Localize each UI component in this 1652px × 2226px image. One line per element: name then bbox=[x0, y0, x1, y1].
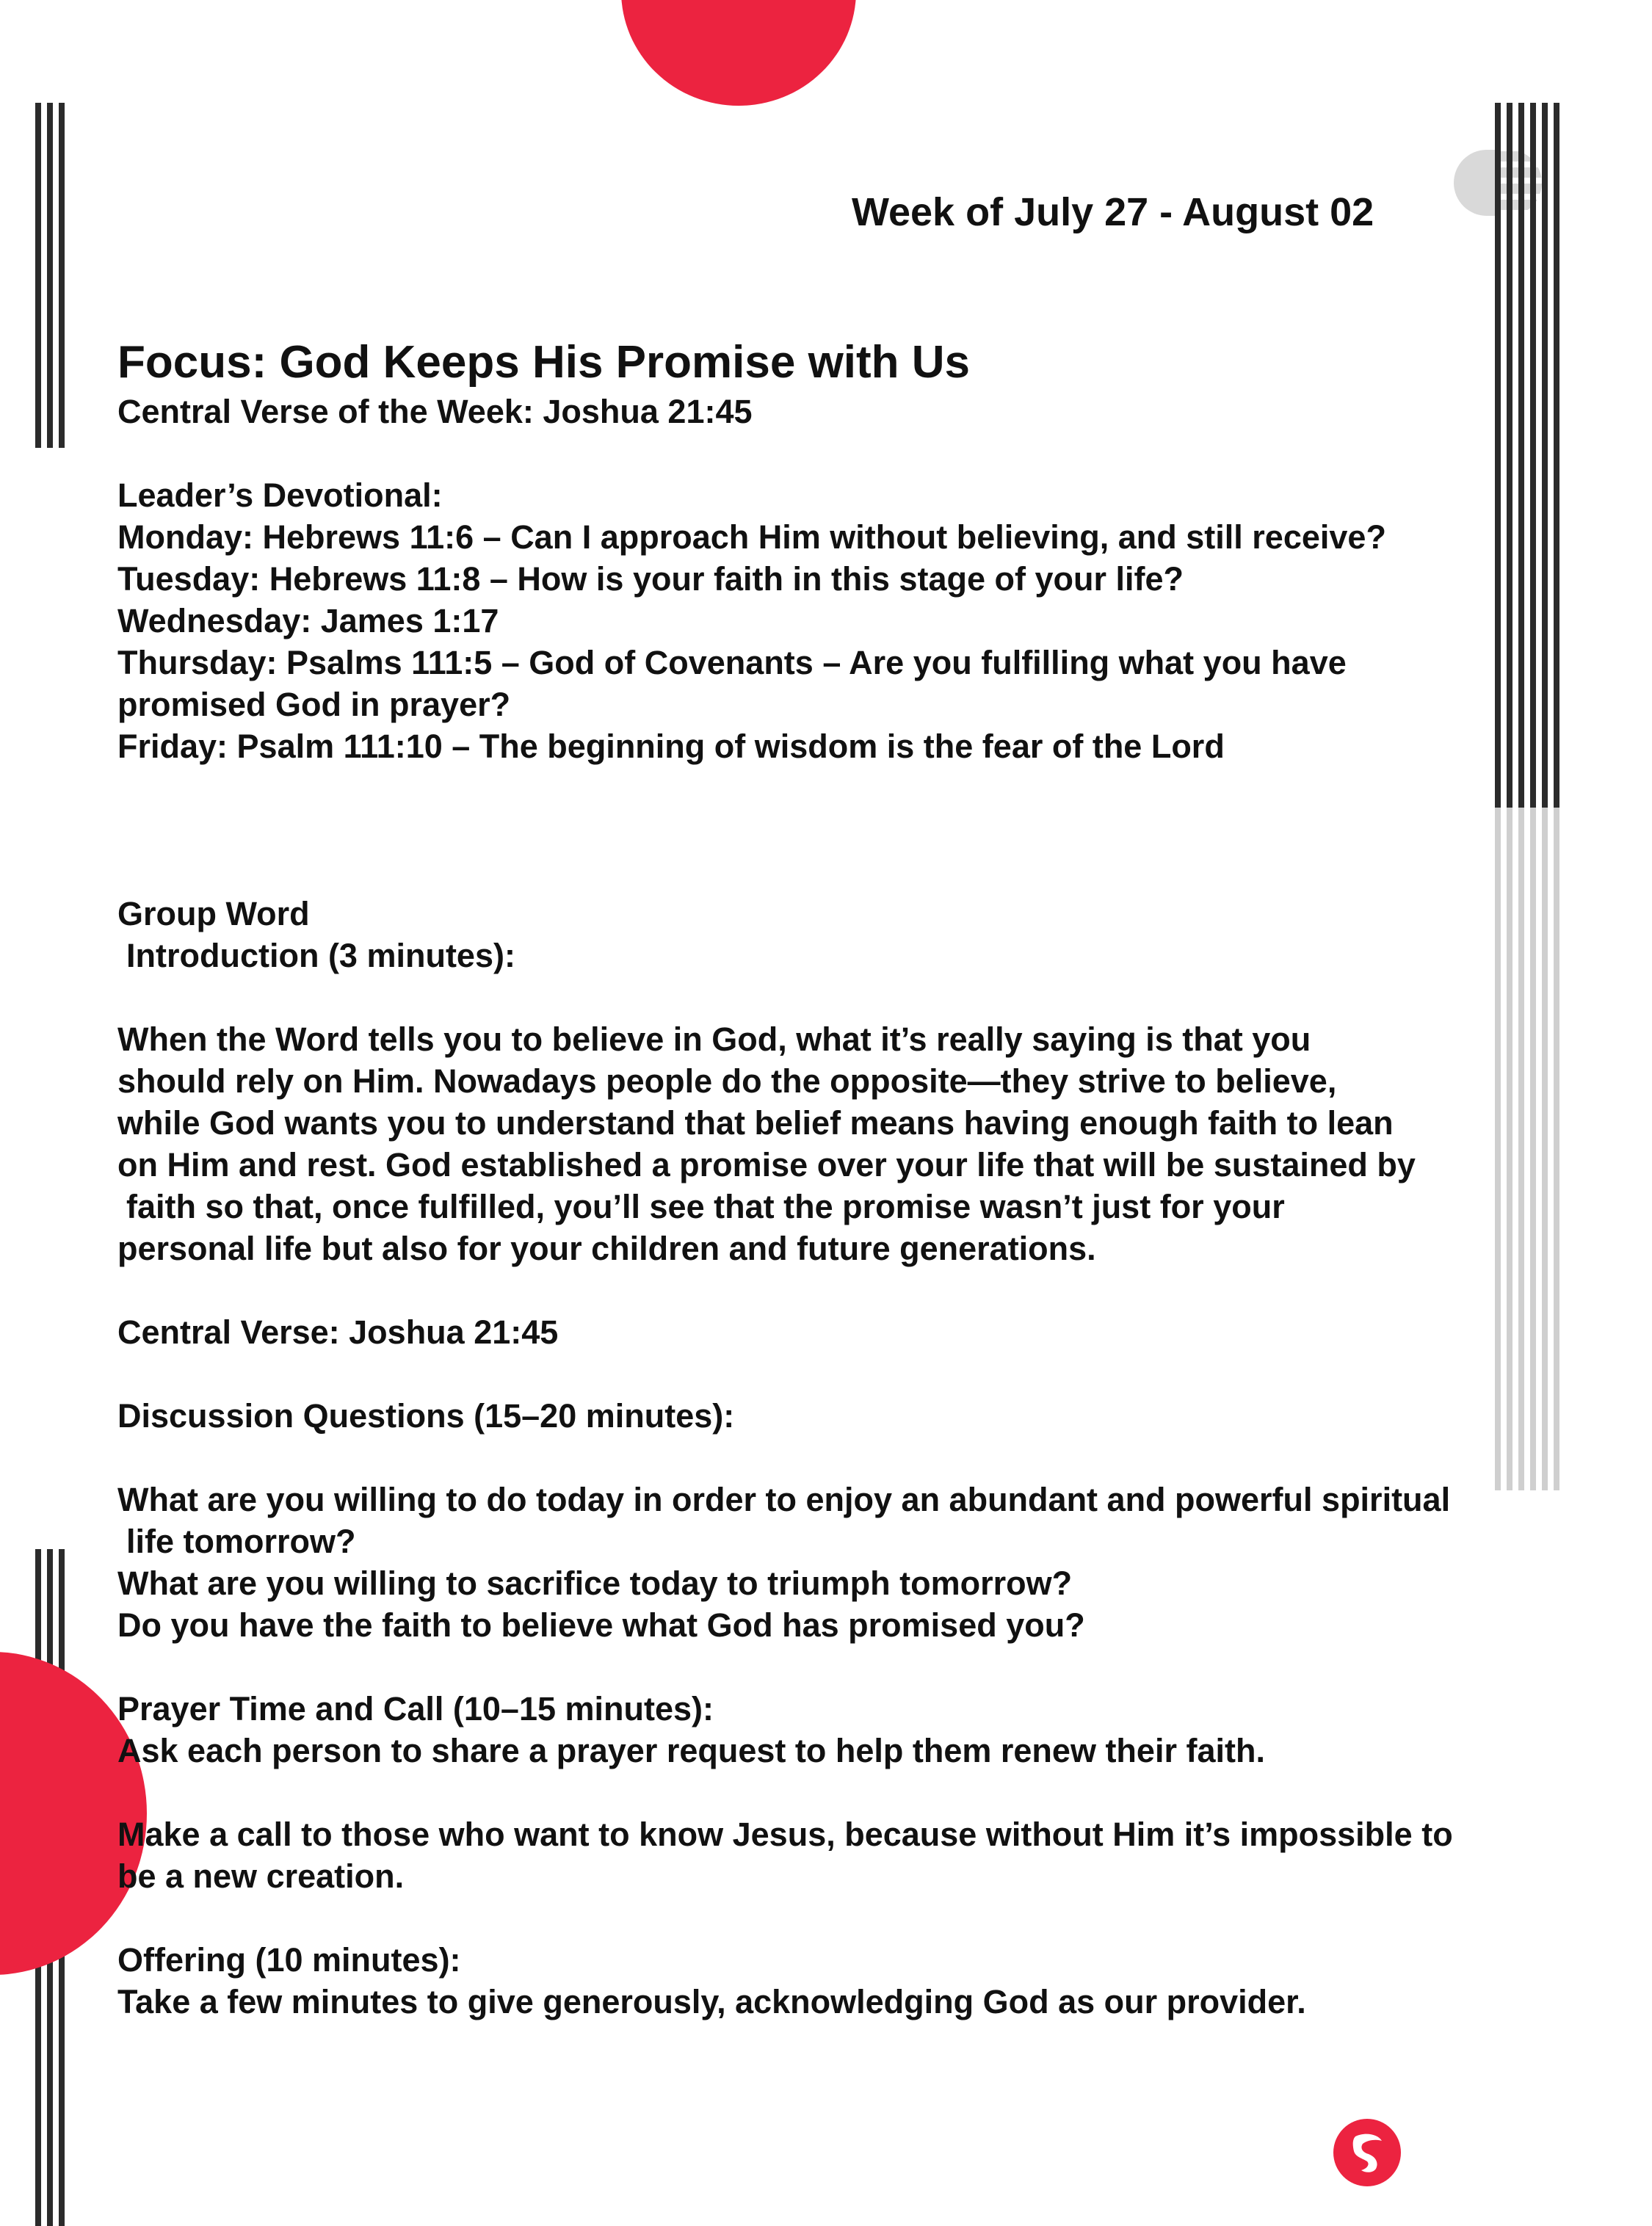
intro-paragraph-line: personal life but also for your children and future generations. bbox=[117, 1230, 1096, 1267]
devotional-friday: Friday: Psalm 111:10 – The beginning of wisdom is the fear of the Lord bbox=[117, 728, 1225, 765]
devotional-heading: Leader’s Devotional: bbox=[117, 476, 443, 514]
left-top-dot-pattern bbox=[35, 103, 65, 448]
discussion-heading: Discussion Questions (15–20 minutes): bbox=[117, 1397, 735, 1435]
focus-title: Focus: God Keeps His Promise with Us bbox=[117, 337, 971, 388]
offering-line: Take a few minutes to give generously, acknowledging God as our provider. bbox=[117, 1983, 1306, 2020]
discussion-question-line: Do you have the faith to believe what God has promised you? bbox=[117, 1606, 1085, 1644]
prayer-request-line: Ask each person to share a prayer request to help them renew their faith. bbox=[117, 1732, 1265, 1769]
discussion-question-line: What are you willing to sacrifice today to triumph tomorrow? bbox=[117, 1565, 1073, 1602]
devotional-monday: Monday: Hebrews 11:6 – Can I approach Him without believing, and still receive? bbox=[117, 518, 1386, 556]
devotional-wednesday: Wednesday: James 1:17 bbox=[117, 602, 499, 639]
church-logo-icon bbox=[1333, 2119, 1401, 2186]
intro-paragraph-line: When the Word tells you to believe in God, what it’s really saying is that you bbox=[117, 1020, 1311, 1058]
top-red-circle-decoration bbox=[621, 0, 856, 106]
intro-paragraph-line: on Him and rest. God established a promise over your life that will be sustained by bbox=[117, 1146, 1416, 1183]
intro-paragraph-line: while God wants you to understand that belief means having enough faith to lean bbox=[117, 1104, 1394, 1142]
offering-heading: Offering (10 minutes): bbox=[117, 1941, 461, 1979]
discussion-question-line: life tomorrow? bbox=[126, 1523, 356, 1560]
prayer-heading: Prayer Time and Call (10–15 minutes): bbox=[117, 1690, 714, 1727]
intro-paragraph-line: faith so that, once fulfilled, you’ll see that the promise wasn’t just for your bbox=[126, 1188, 1285, 1225]
devotional-tuesday: Tuesday: Hebrews 11:8 – How is your faith in this stage of your life? bbox=[117, 560, 1184, 598]
salvation-call-line: be a new creation. bbox=[117, 1857, 405, 1895]
document-body bbox=[117, 335, 1557, 2023]
week-heading: Week of July 27 - August 02 bbox=[852, 190, 1374, 234]
central-verse: Central Verse: Joshua 21:45 bbox=[117, 1313, 559, 1351]
discussion-question-line: What are you willing to do today in order to enjoy an abundant and powerful spiritual bbox=[117, 1481, 1451, 1518]
devotional-thursday-cont: promised God in prayer? bbox=[117, 686, 511, 723]
group-word-heading: Group Word bbox=[117, 895, 310, 932]
salvation-call-line: Make a call to those who want to know Jesus, because without Him it’s impossible to bbox=[117, 1816, 1453, 1853]
devotional-thursday: Thursday: Psalms 111:5 – God of Covenants – Are you fulfilling what you have bbox=[117, 644, 1347, 681]
central-verse-week: Central Verse of the Week: Joshua 21:45 bbox=[117, 393, 753, 430]
intro-paragraph-line: should rely on Him. Nowadays people do the opposite—they strive to believe, bbox=[117, 1062, 1337, 1100]
introduction-heading: Introduction (3 minutes): bbox=[126, 937, 515, 974]
